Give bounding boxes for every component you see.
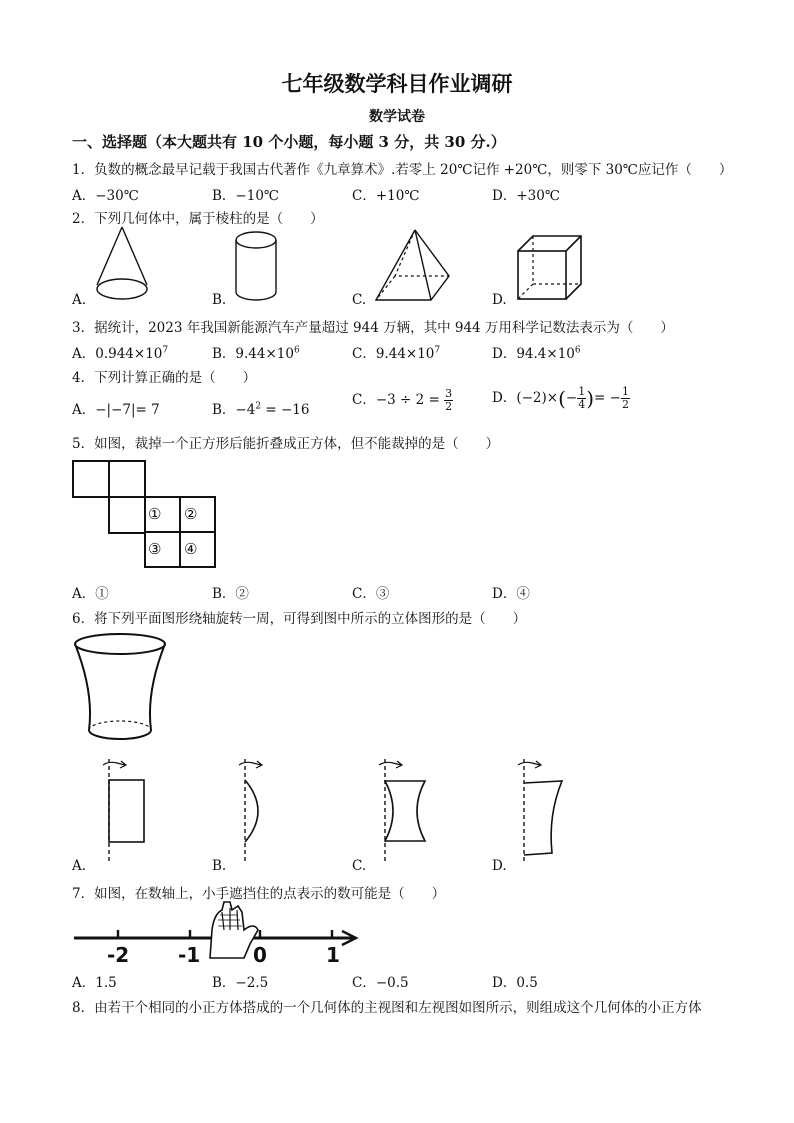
tick-label-neg2: -2: [107, 943, 130, 967]
question-2-text: 2．下列几何体中，属于棱柱的是（ ）: [72, 211, 324, 227]
question-8-text: 8．由若干个相同的小正方体搭成的一个几何体的主视图和左视图如图所示，则组成这个几何体的小正方体: [72, 1000, 702, 1016]
question-1-text: 1．负数的概念最早记载于我国古代著作《九章算术》.若零上 20℃记作 +20℃，则零下 30℃应记作（ ）: [72, 162, 733, 178]
net-cell-2-label: ②: [184, 505, 198, 523]
question-6-text: 6．将下列平面图形绕轴旋转一周，可得到图中所示的立体图形的是（ ）: [72, 611, 527, 627]
q3-option-c: C．$9.44\times 10^7$: [352, 345, 441, 362]
cone-figure: [92, 225, 157, 307]
question-5-text: 5．如图，裁掉一个正方形后能折叠成正方体，但不能裁掉的是（ ）: [72, 436, 500, 452]
q4-option-c: C．−3 ÷ 2 = $\frac{3}{2}$: [352, 387, 453, 413]
q2-option-b: B.: [212, 292, 227, 308]
q4-option-d: D．(−2)×(− $\frac{1}{4}$ )= − $\frac{1}{2}$: [492, 385, 629, 411]
section-heading: 一、选择题（本大题共有 10 个小题，每小题 3 分，共 30 分.）: [72, 133, 506, 151]
q6-option-b: B.: [212, 858, 227, 874]
q1-option-c: C．+10℃: [352, 188, 420, 204]
q2-option-d: D.: [492, 292, 507, 308]
q3-option-a: A．$0.944\times 10^7$: [72, 345, 169, 362]
net-cell-4-label: ④: [184, 540, 198, 558]
q7-option-d: D．0.5: [492, 975, 538, 991]
q7-option-a: A．1.5: [72, 975, 117, 991]
q5-option-d: D．④: [492, 586, 530, 602]
question-7-text: 7．如图，在数轴上，小手遮挡住的点表示的数可能是（ ）: [72, 886, 446, 902]
page-subtitle: 数学试卷: [369, 109, 425, 125]
q6-option-d: D.: [492, 858, 507, 874]
q2-option-a: A.: [72, 292, 87, 308]
option-a-rectangle-figure: [95, 755, 155, 865]
option-d-curved-figure: [510, 755, 580, 865]
cylinder-figure: [232, 230, 282, 305]
option-b-arc-figure: [235, 755, 295, 865]
q4-option-a: A．−|−7|= 7: [72, 402, 160, 418]
page-title: 七年级数学科目作业调研: [281, 71, 513, 96]
q1-option-a: A．−30℃: [72, 188, 139, 204]
hand-icon: [210, 902, 258, 958]
vase-solid-figure: [72, 632, 172, 747]
q1-option-d: D．+30℃: [492, 188, 560, 204]
net-cell-1-label: ①: [148, 505, 162, 523]
question-3-text: 3．据统计，2023 年我国新能源汽车产量超过 944 万辆，其中 944 万用科学记数法表示为（ ）: [72, 320, 674, 336]
q3-option-b: B．$9.44\times 10^6$: [212, 345, 300, 362]
q1-option-b: B．−10℃: [212, 188, 280, 204]
q6-option-c: C.: [352, 858, 367, 874]
q3-option-d: D．$94.4\times 10^6$: [492, 345, 581, 362]
cube-figure: [515, 233, 585, 305]
pyramid-figure: [373, 228, 458, 306]
q7-option-b: B．−2.5: [212, 975, 269, 991]
tick-label-1: 1: [326, 943, 340, 967]
question-4-text: 4．下列计算正确的是（ ）: [72, 370, 257, 386]
q6-option-a: A.: [72, 858, 87, 874]
q2-option-c: C.: [352, 292, 367, 308]
tick-label-neg1: -1: [178, 943, 201, 967]
q4-option-b: B．$-4^2 = -16$: [212, 401, 310, 418]
net-cell-3-label: ③: [148, 540, 162, 558]
q5-option-b: B．②: [212, 586, 249, 602]
q5-option-c: C．③: [352, 586, 390, 602]
q7-option-c: C．−0.5: [352, 975, 409, 991]
option-c-concave-figure: [373, 755, 443, 865]
tick-label-0: 0: [253, 943, 267, 967]
q5-option-a: A．①: [72, 586, 109, 602]
